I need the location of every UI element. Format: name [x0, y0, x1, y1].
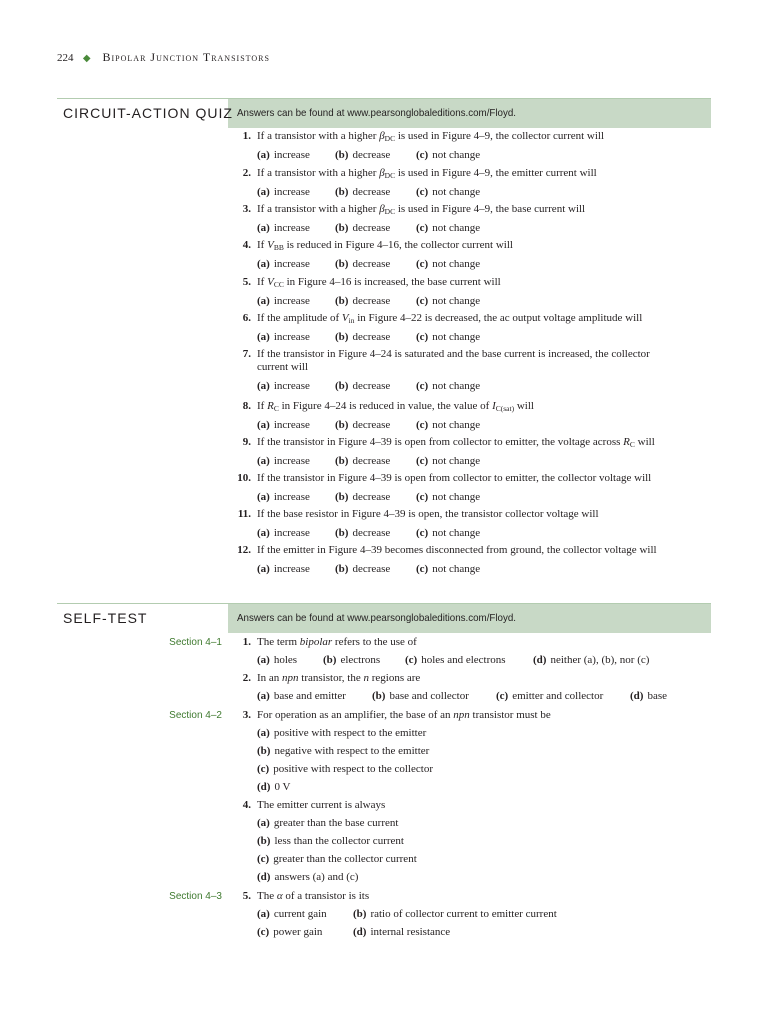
option-a: (a) increase — [257, 149, 310, 161]
option-c: (c) holes and electrons — [405, 654, 506, 666]
option-b: (b) decrease — [335, 563, 391, 575]
option-a: (a) increase — [257, 186, 310, 198]
question-number: 4. — [242, 239, 251, 251]
option-b: (b) decrease — [335, 380, 391, 392]
section-label: Section 4–1 — [169, 637, 222, 648]
question-text: For operation as an amplifier, the base of an npn transistor must be — [257, 709, 551, 721]
option-a: (a) current gain — [257, 908, 327, 920]
option-c: (c) not change — [416, 258, 481, 270]
question-number: 6. — [242, 312, 251, 324]
option-b: (b) electrons — [323, 654, 381, 666]
question-text: If the transistor in Figure 4–39 is open from collector to emitter, the voltage across $R_C$ will — [257, 436, 655, 449]
question-text: If $R_C$ in Figure 4–24 is reduced in value, the value of $I_{C(sat)}$ will — [257, 400, 534, 413]
question-number: 10. — [237, 472, 251, 484]
question-number: 12. — [237, 544, 251, 556]
option-a: (a) increase — [257, 331, 310, 343]
question-text: If the amplitude of $V_{in}$ in Figure 4–22 is decreased, the ac output voltage amplitude will — [257, 312, 643, 325]
question-number: 5. — [242, 890, 251, 902]
option-a: (a) increase — [257, 222, 310, 234]
option-b: (b) decrease — [335, 258, 391, 270]
selftest-header-band — [57, 603, 711, 633]
page-number: 224 — [57, 52, 74, 64]
question-number: 5. — [242, 276, 251, 288]
running-header — [57, 50, 270, 65]
option-c: (c) power gain — [257, 926, 323, 938]
option-c: (c) not change — [416, 527, 481, 539]
option-c: (c) not change — [416, 331, 481, 343]
option-a: (a) increase — [257, 419, 310, 431]
option-c: (c) not change — [416, 295, 481, 307]
option-a: (a) increase — [257, 258, 310, 270]
question-text: If $V_{BB}$ is reduced in Figure 4–16, the collector current will — [257, 239, 513, 252]
option-c: (c) not change — [416, 380, 481, 392]
option-b: (b) decrease — [335, 331, 391, 343]
quiz-answers-note: Answers can be found at www.pearsonglobaleditions.com/Floyd. — [237, 107, 516, 119]
question-text: If a transistor with a higher $\beta_{DC}$ is used in Figure 4–9, the base current will — [257, 203, 586, 216]
option-a: (a) increase — [257, 491, 310, 503]
section-label: Section 4–2 — [169, 710, 222, 721]
option-c: (c) not change — [416, 222, 481, 234]
option-a: (a) increase — [257, 295, 310, 307]
option-a: (a) holes — [257, 654, 298, 666]
option-b: (b) decrease — [335, 419, 391, 431]
question-number: 11. — [237, 508, 251, 520]
option-b: (b) decrease — [335, 527, 391, 539]
question-number: 1. — [242, 130, 251, 142]
option-b: (b) decrease — [335, 222, 391, 234]
question-number: 7. — [242, 348, 251, 360]
quiz-header-band — [57, 98, 711, 128]
option-c: (c) emitter and collector — [496, 690, 604, 702]
option-a: (a) increase — [257, 563, 310, 575]
option-a: (a) base and emitter — [257, 690, 346, 702]
option-a: (a) increase — [257, 455, 310, 467]
question-text: If a transistor with a higher $\beta_{DC}$ is used in Figure 4–9, the collector current will — [257, 130, 605, 143]
option-b: (b) decrease — [335, 186, 391, 198]
question-text: If the base resistor in Figure 4–39 is open, the transistor collector voltage will — [257, 508, 599, 520]
selftest-answers-note: Answers can be found at www.pearsonglobaleditions.com/Floyd. — [237, 612, 516, 624]
diamond-bullet-icon: ◆ — [82, 53, 92, 64]
chapter-title: Bipolar Junction Transistors — [102, 50, 270, 64]
option-c: (c) not change — [416, 186, 481, 198]
question-text: If a transistor with a higher $\beta_{DC}$ is used in Figure 4–9, the emitter current will — [257, 167, 597, 180]
question-number: 2. — [242, 672, 251, 684]
option-c: (c) not change — [416, 149, 481, 161]
question-text: If the emitter in Figure 4–39 becomes disconnected from ground, the collector voltage will — [257, 544, 657, 556]
option-d: (d) internal resistance — [353, 926, 451, 938]
question-text: The term bipolar refers to the use of — [257, 636, 417, 648]
question-text: If $V_{CC}$ in Figure 4–16 is increased, the base current will — [257, 276, 501, 289]
option-c: (c) not change — [416, 563, 481, 575]
question-text: The emitter current is always — [257, 799, 386, 811]
question-number: 9. — [242, 436, 251, 448]
question-number: 1. — [242, 636, 251, 648]
question-number: 4. — [242, 799, 251, 811]
quiz-title: CIRCUIT-ACTION QUIZ — [63, 105, 233, 121]
option-b: (b) decrease — [335, 149, 391, 161]
question-number: 8. — [242, 400, 251, 412]
option-d: (d) neither (a), (b), nor (c) — [533, 654, 650, 666]
option-c: (c) not change — [416, 455, 481, 467]
option-b: (b) decrease — [335, 455, 391, 467]
option-b: (b) ratio of collector current to emitter current — [353, 908, 557, 920]
option-d: (d) base — [630, 690, 667, 702]
option-a: (a) increase — [257, 527, 310, 539]
question-number: 2. — [242, 167, 251, 179]
question-text: In an npn transistor, the n regions are — [257, 672, 421, 684]
option-b: (b) decrease — [335, 295, 391, 307]
question-text: The α of a transistor is its — [257, 890, 370, 902]
question-text: If the transistor in Figure 4–39 is open from collector to emitter, the collector voltage will — [257, 472, 652, 484]
section-label: Section 4–3 — [169, 891, 222, 902]
option-b: (b) base and collector — [372, 690, 469, 702]
option-c: (c) not change — [416, 419, 481, 431]
question-text: If the transistor in Figure 4–24 is saturated and the base current is increased, the collector current will — [257, 348, 650, 373]
option-b: (b) decrease — [335, 491, 391, 503]
question-number: 3. — [242, 203, 251, 215]
option-c: (c) not change — [416, 491, 481, 503]
option-a: (a) increase — [257, 380, 310, 392]
selftest-title: SELF-TEST — [63, 610, 148, 626]
question-number: 3. — [242, 709, 251, 721]
